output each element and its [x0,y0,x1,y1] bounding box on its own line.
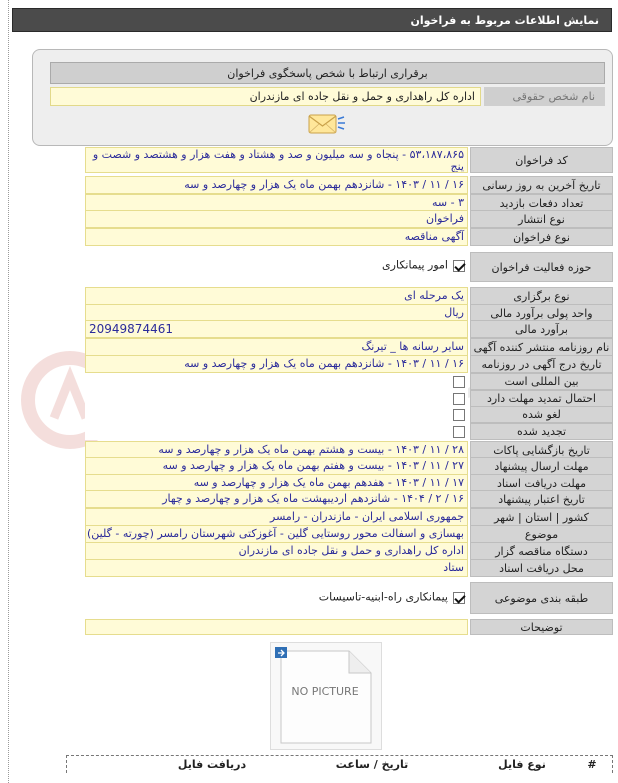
holding-type-label: نوع برگزاری [470,287,613,305]
validity-label: تاریخ اعتبار پیشنهاد [470,490,613,508]
validity-value: ۱۶ / ۲ / ۱۴۰۴ - شانزدهم اردیبهشت ماه یک هزار و چهارصد و چهار [85,490,468,508]
extension-checkbox[interactable] [453,393,465,405]
publish-type-label: نوع انتشار [470,210,613,228]
publish-type-value: فراخوان [85,210,468,228]
contact-panel [32,49,613,146]
legal-person-label: نام شخص حقوقی [484,87,605,106]
row-description [85,619,613,635]
estimate-label: برآورد مالی [470,320,613,338]
row-location [85,508,613,526]
last-update-value: ۱۶ / ۱۱ / ۱۴۰۳ - شانزدهم بهمن ماه یک هزار و چهارصد و سه [85,176,468,194]
category-value [85,582,468,614]
extension-value [85,390,468,407]
newspaper-date-label: تاریخ درج آگهی در روزنامه [470,355,613,373]
newspaper-label: نام روزنامه منتشر کننده آگهی [470,338,613,356]
call-type-value: آگهی مناقصه [85,228,468,246]
row-newspaper [85,338,613,356]
row-newspaper-date [85,355,613,373]
row-subject [85,525,613,543]
extension-label: احتمال تمدید مهلت دارد [470,390,613,407]
location-value: جمهوری اسلامی ایران - مازندران - رامسر [85,508,468,526]
submit-deadline-value: ۲۷ / ۱۱ / ۱۴۰۳ - بیست و هفتم بهمن ماه یک هزار و چهارصد و سه [85,457,468,475]
row-call-type [85,228,613,246]
visits-value: ۳ - سه [85,194,468,212]
envelope-open-value: ۲۸ / ۱۱ / ۱۴۰۳ - بیست و هشتم بهمن ماه یک هزار و چهارصد و سه [85,441,468,459]
category-checkbox[interactable] [453,592,465,604]
row-doc-place [85,559,613,577]
description-value [85,619,468,635]
international-checkbox[interactable] [453,376,465,388]
contact-panel-title: برقراری ارتباط با شخص پاسخگوی فراخوان [50,62,605,84]
doc-place-value: ستاد [85,559,468,577]
row-renewed [85,423,613,440]
row-submit-deadline [85,457,613,475]
row-code [85,147,613,173]
activity-text: امور پیمانکاری [382,258,448,272]
doc-deadline-value: ۱۷ / ۱۱ / ۱۴۰۳ - هفدهم بهمن ماه یک هزار و چهارصد و سه [85,474,468,492]
category-text: پیمانکاری راه-ابنیه-تاسیسات [318,590,448,604]
renewed-label: تجدید شده [470,423,613,440]
envelope-icon[interactable] [306,110,346,138]
row-last-update [85,176,613,194]
subject-label: موضوع [470,525,613,543]
renewed-value [85,423,468,440]
international-value [85,373,468,390]
cancelled-label: لغو شده [470,406,613,423]
subject-value: بهسازی و اسفالت محور روستایی گلین - آغوزکتی شهرستان رامسر (چورته - گلین) [85,525,468,543]
call-type-label: نوع فراخوان [470,228,613,246]
currency-label: واحد پولی برآورد مالی [470,304,613,322]
files-col-download: دریافت فایل [177,758,247,771]
row-cancelled [85,406,613,423]
legal-person-value: اداره کل راهداری و حمل و نقل جاده ای مازندران [50,87,481,106]
code-label: کد فراخوان [470,147,613,173]
estimate-value: 20949874461 [85,320,468,338]
location-label: کشور | استان | شهر [470,508,613,526]
code-value: ۵۳،۱۸۷،۸۶۵ - پنجاه و سه میلیون و صد و هشتاد و هفت هزار و هشتصد و شصت و پنج [85,147,468,173]
organizer-value: اداره کل راهداری و حمل و نقل جاده ای مازندران [85,542,468,560]
description-label: توضیحات [470,619,613,635]
holding-type-value: یک مرحله ای [85,287,468,305]
no-picture-text: NO PICTURE [291,685,359,698]
files-col-datetime: تاریخ / ساعت [335,758,409,771]
renewed-checkbox[interactable] [453,426,465,438]
row-publish-type [85,210,613,228]
row-extension [85,390,613,407]
cancelled-checkbox[interactable] [453,409,465,421]
row-activity [85,252,613,282]
no-picture-image [270,642,382,750]
row-holding-type [85,287,613,305]
page-header: نمایش اطلاعات مربوط به فراخوان [12,8,612,32]
activity-value [85,252,468,282]
currency-value: ریال [85,304,468,322]
row-estimate [85,320,613,338]
row-category [85,582,613,614]
page-left-dotted-border [8,0,10,783]
newspaper-date-value: ۱۶ / ۱۱ / ۱۴۰۳ - شانزدهم بهمن ماه یک هزار و چهارصد و سه [85,355,468,373]
row-international [85,373,613,390]
row-validity [85,490,613,508]
visits-label: تعداد دفعات بازدید [470,194,613,212]
doc-place-label: محل دریافت اسناد [470,559,613,577]
row-organizer [85,542,613,560]
doc-deadline-label: مهلت دریافت اسناد [470,474,613,492]
files-col-type: نوع فایل [498,758,546,771]
international-label: بین المللی است [470,373,613,390]
submit-deadline-label: مهلت ارسال پیشنهاد [470,457,613,475]
newspaper-value: سایر رسانه ها _ تیرنگ [85,338,468,356]
last-update-label: تاریخ آخرین به روز رسانی [470,176,613,194]
cancelled-value [85,406,468,423]
activity-label: حوزه فعالیت فراخوان [470,252,613,282]
organizer-label: دستگاه مناقصه گزار [470,542,613,560]
category-label: طبقه بندی موضوعی [470,582,613,614]
files-table-header [66,755,613,773]
activity-checkbox[interactable] [453,260,465,272]
envelope-open-label: تاریخ بازگشایی پاکات [470,441,613,459]
files-col-index: # [587,758,597,771]
